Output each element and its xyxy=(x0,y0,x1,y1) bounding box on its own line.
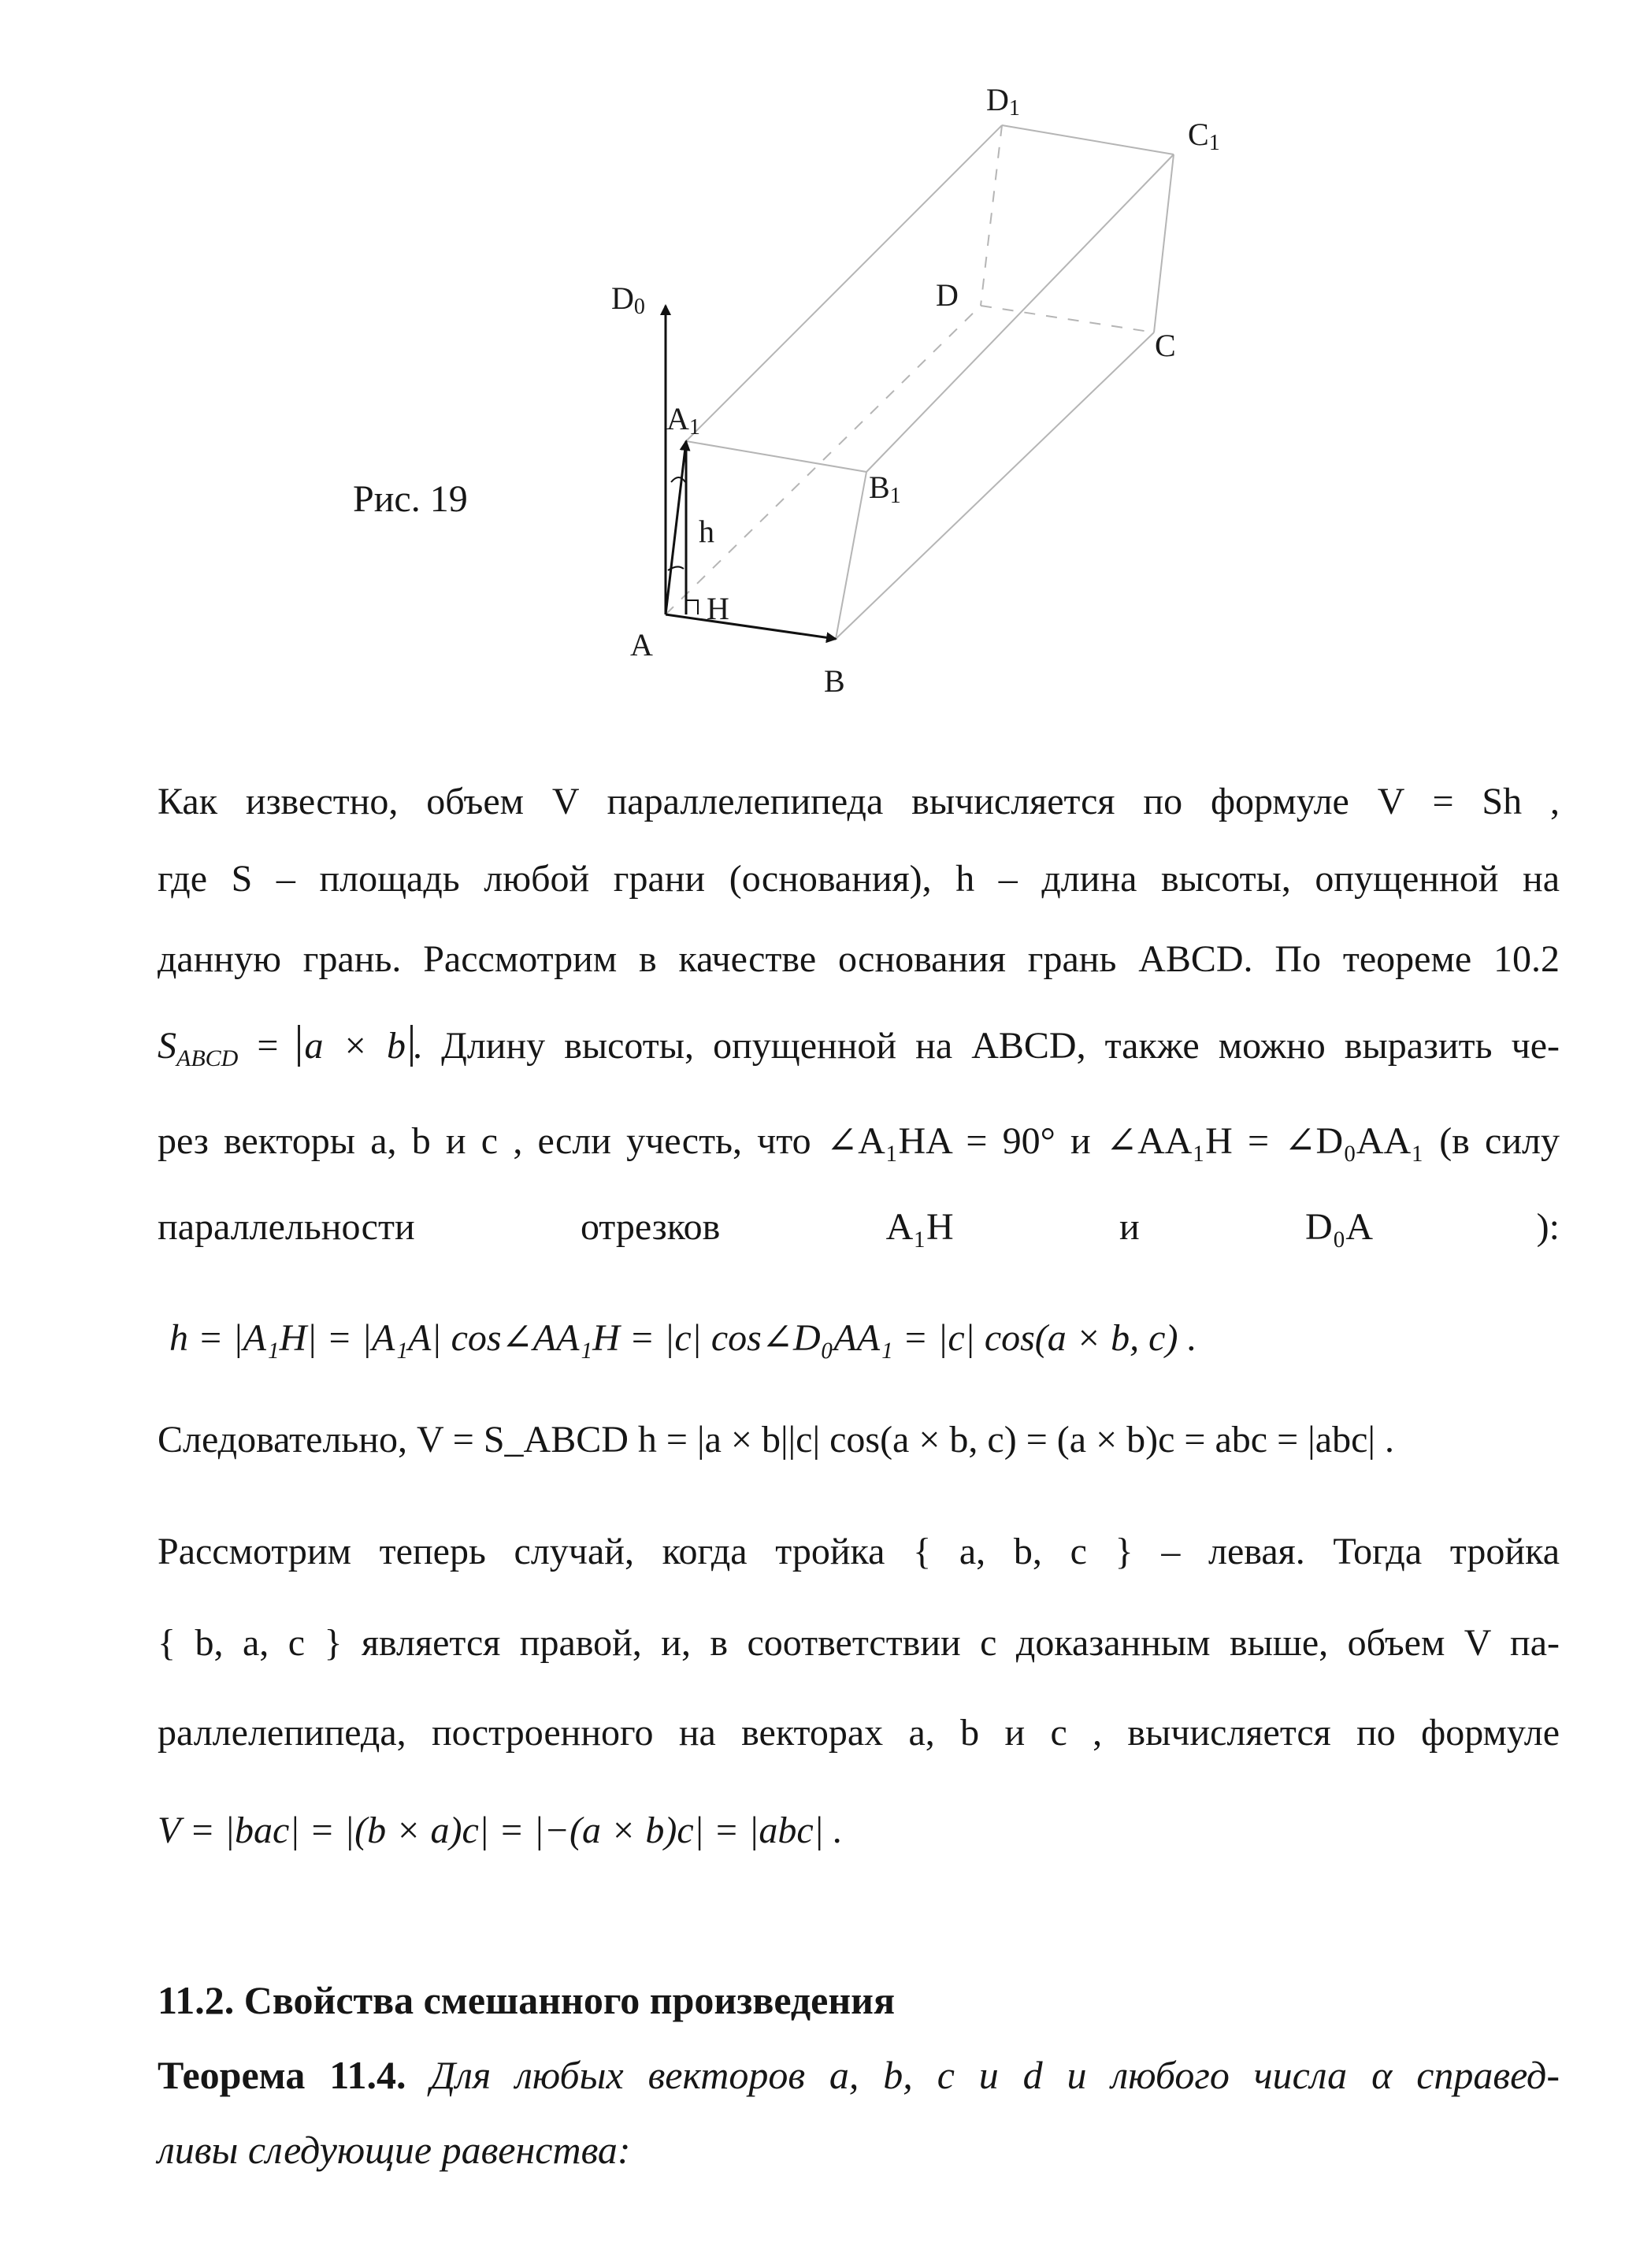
text-line-7: Следовательно, V = S_ABCD h = |a × b||c| cos(a × b, c) = (a × b)c = abc = |abc| . xyxy=(158,1419,1395,1461)
figure-caption: Рис. 19 xyxy=(353,478,468,520)
text-line-9: { b, a, c } является правой, и, в соответствии с доказанным выше, объем V па- xyxy=(158,1622,1560,1664)
parallelepiped-figure xyxy=(0,0,1625,756)
text-line-1: Как известно, объем V параллелепипеда вычисляется по формуле V = Sh , xyxy=(158,781,1560,822)
text-line-5: рез векторы a, b и c , если учесть, что ∠A₁HA = 90° и ∠AA₁H = ∠D₀AA₁ (в силу xyxy=(158,1120,1560,1162)
theorem-line-2: ливы следующие равенства: xyxy=(158,2128,631,2172)
label-d: D xyxy=(936,277,959,313)
text-line-8: Рассмотрим теперь случай, когда тройка { a, b, c } – левая. Тогда тройка xyxy=(158,1531,1560,1572)
label-hh: H xyxy=(707,591,729,626)
label-a1: A1 xyxy=(666,401,700,440)
label-b1: B1 xyxy=(869,470,901,508)
equation-1: h = |A₁H| = |A₁A| cos∠AA₁H = |c| cos∠D₀AA₁ = |c| cos(a × b, c) . xyxy=(169,1317,1197,1359)
text-line-2: где S – площадь любой грани (основания), h – длина высоты, опущенной на xyxy=(158,858,1560,900)
label-c1: C1 xyxy=(1188,117,1220,155)
text-line-6: параллельности отрезков A₁H и D₀A ): xyxy=(158,1206,1560,1248)
label-c: C xyxy=(1155,328,1176,363)
text-line-3: данную грань. Рассмотрим в качестве основания грань ABCD. По теореме 10.2 xyxy=(158,938,1560,980)
label-b: B xyxy=(824,663,845,699)
text-line-4: $S_{ABCD} = a \times b$ . Длину высоты, опущенной на ABCD, также можно выразить че- xyxy=(158,1025,1560,1071)
label-h: h xyxy=(699,514,714,549)
text-line-10: раллелепипеда, построенного на векторах a, b и c , вычисляется по формуле xyxy=(158,1712,1560,1754)
text-line-11: V = |bac| = |(b × a)c| = |−(a × b)c| = |abc| . xyxy=(158,1810,843,1851)
section-heading: 11.2. Свойства смешанного произведения xyxy=(158,1978,896,2022)
theorem-label: Теорема 11.4. xyxy=(158,2053,406,2097)
label-d1: D1 xyxy=(986,82,1020,121)
label-d0: D0 xyxy=(611,280,645,319)
theorem-line-1: Теорема 11.4. Для любых векторов a, b, c и d и любого числа α справед- xyxy=(158,2053,1560,2097)
cross-product-abs: a × b xyxy=(298,1025,414,1067)
label-a: A xyxy=(630,627,653,663)
